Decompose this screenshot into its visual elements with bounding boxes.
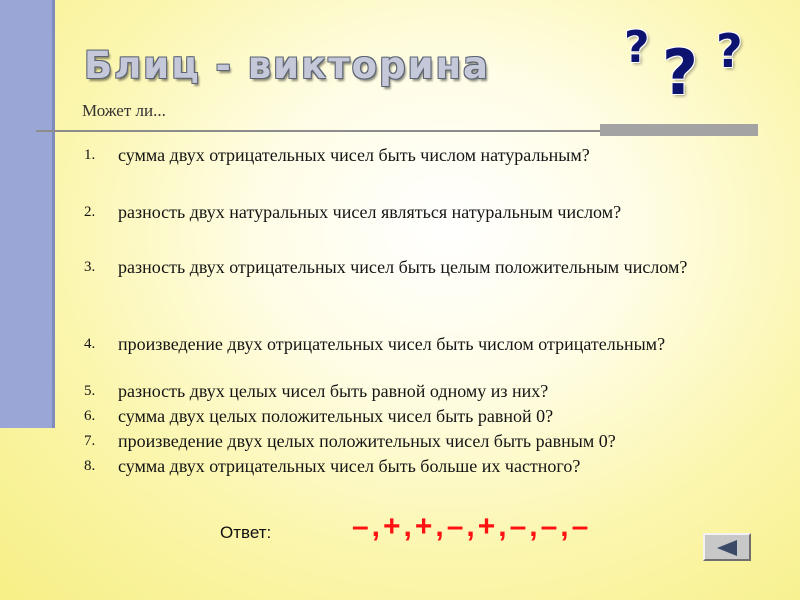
- question-mark-icon: ?: [662, 36, 698, 109]
- left-decorative-bar: [0, 0, 52, 428]
- question-text: разность двух натуральных чисел являться натуральным числом?: [118, 202, 622, 222]
- question-text: сумма двух целых положительных чисел быть равной 0?: [118, 406, 554, 426]
- question-number: 2.: [84, 204, 96, 220]
- question-number: 6.: [84, 408, 96, 424]
- question-number: 4.: [84, 336, 96, 352]
- question-number: 1.: [84, 147, 96, 163]
- question-number: 7.: [84, 433, 96, 449]
- question-text: произведение двух отрицательных чисел быть числом отрицательным?: [118, 334, 666, 354]
- left-decorative-bar-edge: [52, 0, 55, 428]
- slide-subtitle: Может ли...: [82, 101, 166, 120]
- question-mark-icon: ?: [624, 22, 650, 73]
- question-text: разность двух целых чисел быть равной одному из них?: [118, 381, 549, 401]
- divider-accent-block: [600, 124, 758, 136]
- question-text: произведение двух целых положительных чисел быть равным 0?: [118, 431, 616, 451]
- question-text: разность двух отрицательных чисел быть целым положительным числом?: [118, 257, 688, 277]
- question-mark-icon: ?: [716, 24, 743, 78]
- back-button[interactable]: [703, 533, 751, 561]
- answer-label: Ответ:: [220, 523, 272, 542]
- question-number: 5.: [84, 383, 96, 399]
- answer-value: –,+,+,–,+,–,–,–: [352, 510, 592, 543]
- question-number: 3.: [84, 259, 96, 275]
- left-arrow-icon: [717, 540, 737, 556]
- question-text: сумма двух отрицательных чисел быть числом натуральным?: [118, 145, 590, 165]
- question-number: 8.: [84, 458, 96, 474]
- slide-title: Блиц - викторина: [84, 44, 491, 87]
- question-text: сумма двух отрицательных чисел быть больше их частного?: [118, 456, 581, 476]
